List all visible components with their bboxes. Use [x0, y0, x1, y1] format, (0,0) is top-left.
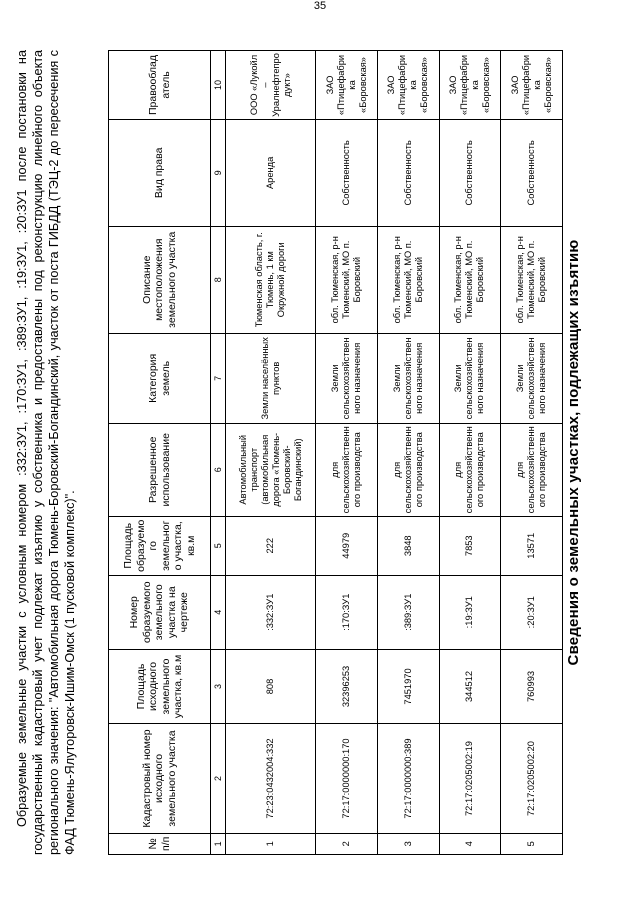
table-cell: 1	[225, 833, 316, 854]
table-cell: Тюменская область, г. Тюмень, 1 км Окружной дороги	[225, 226, 316, 333]
page-number: 35	[313, 0, 327, 12]
table-cell: для сельскохозяйственного производства	[501, 423, 563, 516]
table-cell: 1	[211, 833, 225, 854]
table-cell: 32396253	[316, 649, 378, 724]
table-cell: ЗАО «Птицефабрика «Боровская»	[439, 51, 501, 120]
table-cell: 8	[211, 226, 225, 333]
table-cell: :332:ЗУ1	[225, 575, 316, 649]
table-cell: обл. Тюменская, р-н Тюменский, МО п. Боровский	[501, 226, 563, 333]
table-cell: Кадастровый номер исходного земельного участка	[109, 724, 211, 833]
table-cell: Площадь исходного земельного участка, кв.м	[109, 649, 211, 724]
table-cell: ЗАО «Птицефабрика «Боровская»	[377, 51, 439, 120]
table-cell: Собственность	[501, 119, 563, 226]
table-cell: Земли населённых пунктов	[225, 333, 316, 423]
table-cell: Собственность	[377, 119, 439, 226]
table-cell: Земли сельскохозяйственного назначения	[501, 333, 563, 423]
table-cell: ЗАО «Птицефабрика «Боровская»	[316, 51, 378, 120]
table-cell: №п/п	[109, 833, 211, 854]
table-cell: :20:ЗУ1	[501, 575, 563, 649]
table-cell: Земли сельскохозяйственного назначения	[377, 333, 439, 423]
table-cell: обл. Тюменская, р-н Тюменский, МО п. Боровский	[439, 226, 501, 333]
table-row	[225, 51, 316, 855]
table-cell: ООО «Лукойл – Уралнефтепродукт»	[225, 51, 316, 120]
table-cell: 72:17:0000000:389	[377, 724, 439, 833]
table-cell: :389:ЗУ1	[377, 575, 439, 649]
table-cell: 72:17:0205002:20	[501, 724, 563, 833]
table-cell: 2	[316, 833, 378, 854]
table-cell: Аренда	[225, 119, 316, 226]
table-cell: 6	[211, 423, 225, 516]
table-cell: 3	[377, 833, 439, 854]
table-row	[501, 51, 563, 855]
table-cell: 808	[225, 649, 316, 724]
table-cell: обл. Тюменская, р-н Тюменский, МО п. Боровский	[377, 226, 439, 333]
land-plots-table	[108, 50, 563, 855]
table-cell: 222	[225, 516, 316, 575]
table-cell: 72:23:0432004:332	[225, 724, 316, 833]
table-cell: Собственность	[316, 119, 378, 226]
document-title: Сведения о земельных участках, подлежащих изъятию	[565, 239, 582, 666]
table-cell: 4	[439, 833, 501, 854]
table-cell: 72:17:0205002:19	[439, 724, 501, 833]
table-cell: 72:17:0000000:170	[316, 724, 378, 833]
table-cell: 344512	[439, 649, 501, 724]
table-cell: 3848	[377, 516, 439, 575]
body-paragraph: Образуемые земельные участки с условным номером :332:ЗУ1, :170:ЗУ1, :389:ЗУ1, :19:ЗУ1, :20:ЗУ1 после постановки на государственный кадастровый учет подлежат изъятию у собственника и предоставлены под реконструкцию линейного объекта регионального значения: "Автомобильная дорога Тюмень-Боровский-Богандинский, участок от поста ГИБДД (ТЭЦ-2 до пересечения с ФАД Тюмень-Ялуторовск-Ишим-Омск (1 пусковой комплекс)".	[15, 50, 77, 855]
table-cell: обл. Тюменская, р-н Тюменский, МО п. Боровский	[316, 226, 378, 333]
table-cell: 4	[211, 575, 225, 649]
table-cell: :170:ЗУ1	[316, 575, 378, 649]
table-cell: 44979	[316, 516, 378, 575]
table-cell: Земли сельскохозяйственного назначения	[439, 333, 501, 423]
table-cell: 10	[211, 51, 225, 120]
table-column-number-row	[211, 51, 225, 855]
table-row	[377, 51, 439, 855]
table-cell: Земли сельскохозяйственного назначения	[316, 333, 378, 423]
table-cell: для сельскохозяйственного производства	[316, 423, 378, 516]
table-cell: для сельскохозяйственного производства	[377, 423, 439, 516]
table-cell: Описание местоположения земельного участка	[109, 226, 211, 333]
table-cell: 7	[211, 333, 225, 423]
table-cell: 5	[501, 833, 563, 854]
table-cell: 2	[211, 724, 225, 833]
table-row	[316, 51, 378, 855]
table-cell: 7853	[439, 516, 501, 575]
table-cell: Номер образуемого земельного участка на чертеже	[109, 575, 211, 649]
table-cell: Площадь образуемого земельного участка, кв.м	[109, 516, 211, 575]
table-cell: Вид права	[109, 119, 211, 226]
table-cell: 3	[211, 649, 225, 724]
table-row	[439, 51, 501, 855]
table-cell: для сельскохозяйственного производства	[439, 423, 501, 516]
table-header-row	[109, 51, 211, 855]
table-cell: 5	[211, 516, 225, 575]
table-cell: 9	[211, 119, 225, 226]
table-cell: Собственность	[439, 119, 501, 226]
table-cell: 760993	[501, 649, 563, 724]
table-cell: Категория земель	[109, 333, 211, 423]
table-cell: Разрешенное использование	[109, 423, 211, 516]
table-cell: ЗАО «Птицефабрика «Боровская»	[501, 51, 563, 120]
table-cell: Правообладатель	[109, 51, 211, 120]
table-cell: :19:ЗУ1	[439, 575, 501, 649]
table-cell: Автомобильный транспорт (автомобильная дорога «Тюмень-Боровский-Богандинский)	[225, 423, 316, 516]
table-cell: 13571	[501, 516, 563, 575]
table-cell: 7451970	[377, 649, 439, 724]
